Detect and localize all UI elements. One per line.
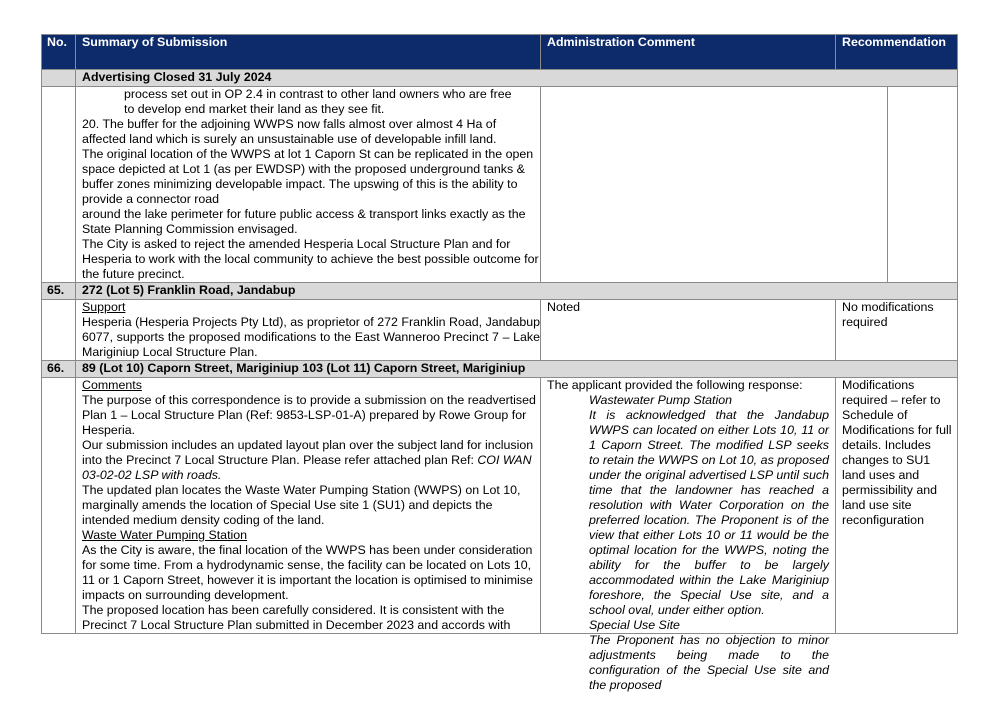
continued-summary — [76, 87, 541, 283]
table-row-66 — [42, 378, 958, 634]
continued-comment-cell — [541, 87, 958, 283]
row-66-p2: Our submission includes an updated layout plan over the subject land for inclusion into the Precinct 7 Local Structure Plan. Please refer attached plan Ref: COI WAN 03-02-02 LSP with roads. — [82, 438, 534, 482]
row-65-recommendation: No modifications required — [836, 300, 958, 361]
submissions-table — [41, 34, 958, 692]
row-66-p5: The proposed location has been carefully considered. It is consistent with the Precinct 7 Local Structure Plan submitted in December 2023 and accords with — [82, 603, 511, 632]
continued-p20: 20. The buffer for the adjoining WWPS now falls almost over almost 4 Ha of affected land which is surely an unsustainable use of developable infill land. — [82, 117, 497, 146]
continued-p-original: The original location of the WWPS at lot 1 Caporn St can be replicated in the open space depicted at Lot 1 (as per EWDSP) with the proposed underground tanks & buffer zones minimizing developable impact. The upswing of this is the ability to provide a connector road — [82, 147, 534, 206]
row-66-comment-p1: It is acknowledged that the Jandabup WWPS can located on either Lots 10, 11 or 1 Caporn Street. The modified LSP seeks to retain the WWPS on Lot 10, as proposed under the original advertised LSP until such time that the landowner has reached a resolution with Water Corporation on the preferred location. The Proponent is of the view that either Lots 10 or 11 would be the optimal location for the WWPS, noting the ability for the buffer to be largely accommodated within the Lake Mariginiup foreshore, the Special Use site, and a school oval, under either option. — [589, 408, 829, 617]
row-66-comment-heading-wwps: Wastewater Pump Station — [589, 393, 733, 407]
row-66-title: 89 (Lot 10) Caporn Street, Mariginiup 103 (Lot 11) Caporn Street, Mariginiup — [76, 361, 958, 378]
row-65-heading: Support — [82, 300, 126, 314]
header-no: No. — [42, 35, 76, 70]
table-row-65 — [42, 300, 958, 361]
row-66-p4: As the City is aware, the final location of the WWPS has been under consideration for some time. From a hydrodynamic sense, the facility can be located on Lots 10, 11 or 1 Caporn Street, however it is important the location is optimised to minimise impacts on surrounding development. — [82, 543, 533, 602]
row-66-comment-heading-special-use: Special Use Site — [589, 618, 680, 632]
row-66-comment-p2: The Proponent has no objection to minor adjustments being made to the configuration of the Special Use site and the proposed — [589, 633, 829, 692]
row-66-comment-intro: The applicant provided the following response: — [547, 378, 803, 392]
row-66-recommendation: Modifications required – refer to Schedule of Modifications for full details. Includes changes to SU1 land uses and permissibility and land use site reconfiguration — [836, 378, 958, 634]
row-65-number: 65. — [42, 283, 76, 300]
advertising-band-row — [42, 70, 958, 87]
row-66-heading-comments: Comments — [82, 378, 142, 392]
header-recommendation: Recommendation — [836, 35, 958, 70]
advertising-closed-label: Advertising Closed 31 July 2024 — [76, 70, 958, 87]
row-65-comment: Noted — [541, 300, 836, 361]
row-66-number: 66. — [42, 361, 76, 378]
continued-line1: process set out in OP 2.4 in contrast to other land owners who are free — [124, 87, 512, 101]
continued-p-around: around the lake perimeter for future public access & transport links exactly as the State Planning Commission envisaged. — [82, 207, 526, 236]
table-row-continued — [42, 87, 958, 283]
row-65-summary — [76, 300, 541, 361]
row-65-text: Hesperia (Hesperia Projects Pty Ltd), as proprietor of 272 Franklin Road, Jandabup 6077, supports the proposed modifications to the East Wanneroo Precinct 7 – Lake Mariginiup Local Structure Plan. — [82, 315, 540, 359]
row-65-title-row — [42, 283, 958, 300]
row-66-p3: The updated plan locates the Waste Water Pumping Station (WWPS) on Lot 10, marginally amends the location of Special Use site 1 (SU1) and depicts the intended medium density coding of the land. — [82, 483, 521, 527]
continued-line2: to develop end market their land as they see fit. — [124, 102, 385, 116]
row-66-comment — [541, 378, 836, 692]
row-66-summary — [76, 378, 541, 634]
row-66-p1: The purpose of this correspondence is to provide a submission on the readvertised Plan 1 – Local Structure Plan (Ref: 9853-LSP-01-A) prepared by Rowe Group for Hesperia. — [82, 393, 536, 437]
row-66-title-row — [42, 361, 958, 378]
continued-p-city: The City is asked to reject the amended Hesperia Local Structure Plan and for Hesperia to work with the local community to achieve the best possible outcome for the future precinct. — [82, 237, 539, 281]
table-header-row — [42, 35, 958, 70]
row-65-title: 272 (Lot 5) Franklin Road, Jandabup — [76, 283, 958, 300]
header-comment: Administration Comment — [541, 35, 836, 70]
row-66-plan-ref: COI WAN 03-02-02 LSP with roads. — [82, 453, 532, 482]
row-66-heading-wwps: Waste Water Pumping Station — [82, 528, 248, 542]
header-summary: Summary of Submission — [76, 35, 541, 70]
